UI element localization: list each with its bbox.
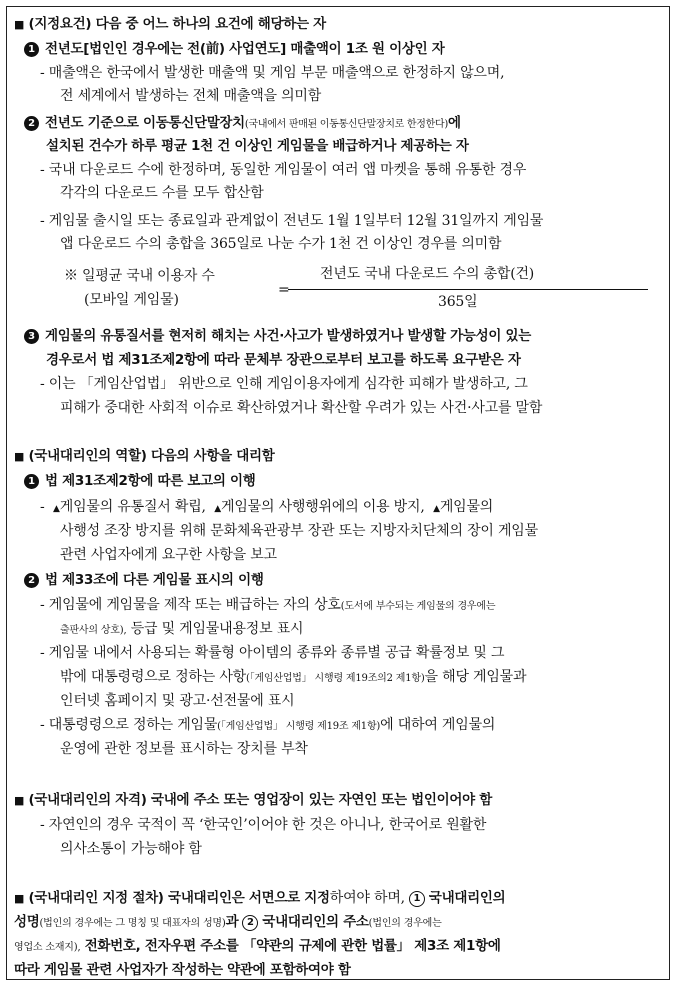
desc-2-2-d: 밖에 대통령령으로 정하는 사항(「게임산업법」 시행령 제19조의2 제1항)을 해당 게임물과: [60, 669, 527, 685]
section-3-heading: ■ (국내대리인의 자격) 국내에 주소 또는 영업장이 있는 자연인 또는 법인이어야 함: [14, 792, 492, 808]
filled-circle-3-icon: 3: [24, 329, 39, 344]
desc-2-1-c: 관련 사업자에게 요구한 사항을 보고: [60, 547, 277, 563]
triangle-bullet-icon: ▲: [53, 504, 60, 514]
desc-1-2-c: - 게임물 출시일 또는 종료일과 관계없이 전년도 1월 1일부터 12월 31일까지 게임물: [40, 213, 544, 229]
square-bullet-icon: ■: [14, 450, 25, 463]
desc-2-2-c: - 게임물 내에서 사용되는 확률형 아이템의 종류와 종류별 공급 확률정보 및 그: [40, 645, 505, 661]
desc-2-2-b: 출판사의 상호), 등급 및 게임물내용정보 표시: [60, 621, 304, 637]
filled-circle-2-icon: 2: [24, 573, 39, 588]
section-4-line-4: 따라 게임물 관련 사업자가 작성하는 약관에 포함하여야 함: [14, 962, 351, 978]
item-1-1: 1 전년도[법인인 경우에는 전(前) 사업연도] 매출액이 1조 원 이상인 자: [24, 39, 445, 59]
formula-numerator: 전년도 국내 다운로드 수의 총합(건): [320, 266, 535, 282]
formula-equals: =: [278, 282, 290, 298]
desc-1-2-b: 각각의 다운로드 수를 모두 합산함: [60, 185, 264, 201]
triangle-bullet-icon: ▲: [214, 504, 222, 514]
filled-circle-1-icon: 1: [24, 474, 39, 489]
desc-2-1-a: - ▲게임물의 유통질서 확립, ▲게임물의 사행행위에의 이용 방지, ▲게임물의: [40, 499, 494, 515]
item-1-3-b: 경우로서 법 제31조제2항에 따라 문체부 장관으로부터 보고를 하도록 요구받은 자: [46, 352, 521, 368]
item-2-1: 1 법 제31조제2항에 따른 보고의 이행: [24, 471, 256, 491]
formula-fraction-line: [288, 289, 648, 290]
desc-2-2-e: 인터넷 홈페이지 및 광고·선전물에 표시: [60, 693, 295, 709]
section-4-line-3: 영업소 소재지), 전화번호, 전자우편 주소를 「약관의 규제에 관한 법률」 제3조 제1항에: [14, 938, 501, 954]
desc-1-3-a: - 이는 「게임산업법」 위반으로 인해 게임이용자에게 심각한 피해가 발생하고, 그: [40, 376, 528, 392]
filled-circle-2-icon: 2: [24, 116, 39, 131]
section-2-heading: ■ (국내대리인의 역할) 다음의 사항을 대리함: [14, 448, 275, 464]
section-4-line-2: 성명(법인의 경우에는 그 명칭 및 대표자의 성명)과 2 국내대리인의 주소(법인의 경우에는: [14, 914, 442, 930]
formula-denominator: 365일: [438, 294, 478, 310]
desc-1-3-b: 피해가 중대한 사회적 이슈로 확산하였거나 확산할 우려가 있는 사건·사고를 말함: [60, 400, 543, 416]
desc-2-1-b: 사행성 조장 방지를 위해 문화체육관광부 장관 또는 지방자치단체의 장이 게임물: [60, 523, 538, 539]
square-bullet-icon: ■: [14, 18, 25, 31]
item-2-2: 2 법 제33조에 다른 게임물 표시의 이행: [24, 570, 264, 590]
desc-1-1-a: - 매출액은 한국에서 발생한 매출액 및 게임 부문 매출액으로 한정하지 않으며,: [40, 65, 505, 81]
circled-2-icon: 2: [242, 915, 258, 931]
desc-1-2-d: 앱 다운로드 수의 총합을 365일로 나눈 수가 1천 건 이상인 경우를 의미함: [60, 236, 502, 252]
section-1-heading: ■ (지정요건) 다음 중 어느 하나의 요건에 해당하는 자: [14, 16, 326, 32]
desc-1-1-b: 전 세계에서 발생하는 전체 매출액을 의미함: [60, 88, 322, 104]
formula-label-1: ※ 일평균 국내 이용자 수: [64, 268, 215, 284]
item-1-2-b: 설치된 건수가 하루 평균 1천 건 이상인 게임물을 배급하거나 제공하는 자: [46, 138, 469, 154]
triangle-bullet-icon: ▲: [433, 504, 440, 514]
square-bullet-icon: ■: [14, 892, 25, 905]
desc-2-2-g: 운영에 관한 정보를 표시하는 장치를 부착: [60, 741, 308, 757]
desc-3-b: 의사소통이 가능해야 함: [60, 841, 202, 857]
item-1-3-a: 3 게임물의 유통질서를 현저히 해치는 사건·사고가 발생하였거나 발생할 가능성이 있는: [24, 326, 531, 346]
filled-circle-1-icon: 1: [24, 42, 39, 57]
desc-3-a: - 자연인의 경우 국적이 꼭 ‘한국인’이어야 한 것은 아니나, 한국어로 원활한: [40, 817, 487, 833]
square-bullet-icon: ■: [14, 794, 25, 807]
desc-1-2-a: - 국내 다운로드 수에 한정하며, 동일한 게임물이 여러 앱 마켓을 통해 유통한 경우: [40, 162, 527, 178]
formula-label-2: (모바일 게임물): [84, 292, 179, 308]
circled-1-icon: 1: [409, 891, 425, 907]
desc-2-2-a: - 게임물에 게임물을 제작 또는 배급하는 자의 상호(도서에 부수되는 게임물의 경우에는: [40, 597, 496, 613]
section-4-line-1: ■ (국내대리인 지정 절차) 국내대리인은 서면으로 지정하여야 하며, 1 국내대리인의: [14, 890, 506, 906]
desc-2-2-f: - 대통령령으로 정하는 게임물(「게임산업법」 시행령 제19조 제1항)에 대하여 게임물의: [40, 717, 496, 733]
item-1-2-a: 2 전년도 기준으로 이동통신단말장치(국내에서 판매된 이동통신단말장치로 한정한다)에: [24, 113, 461, 135]
